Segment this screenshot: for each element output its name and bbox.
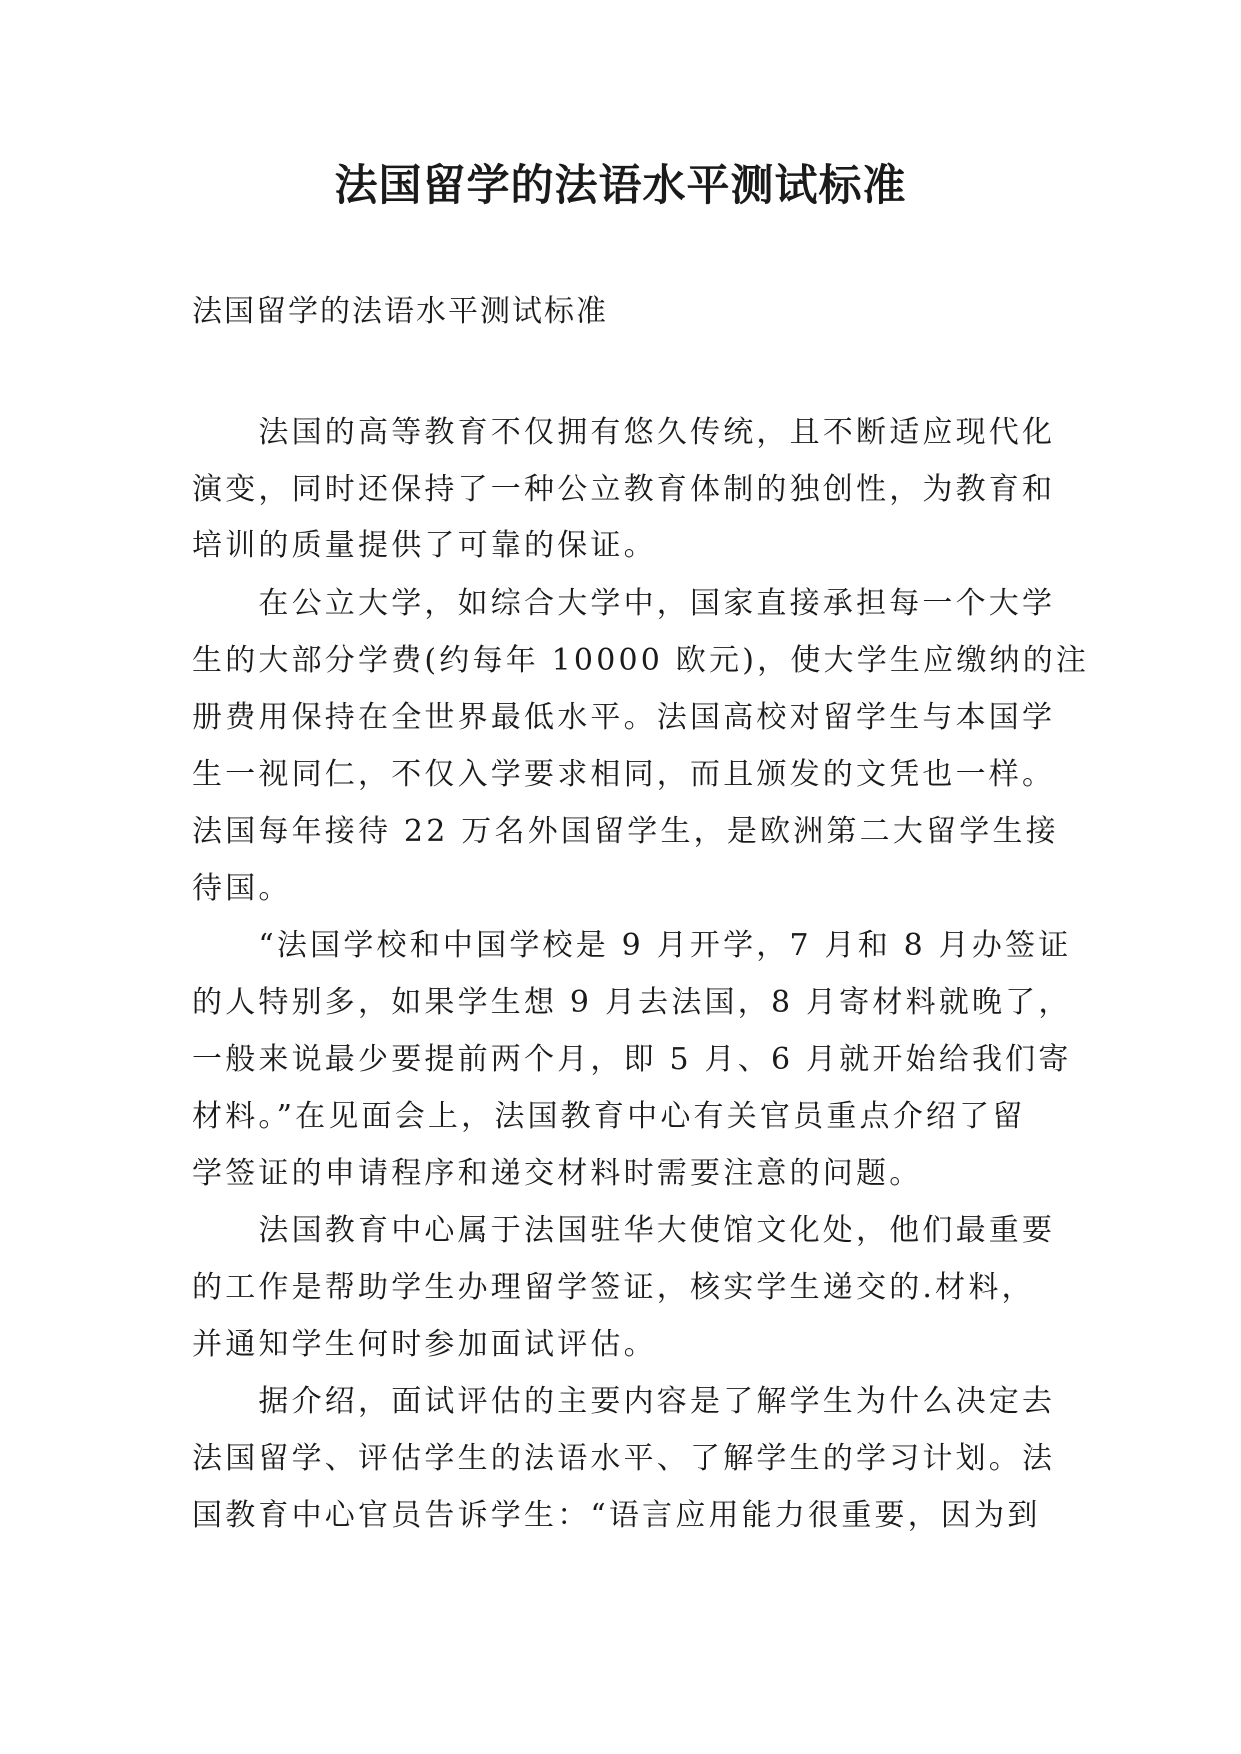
body-line: 一般来说最少要提前两个月，即 5 月、6 月就开始给我们寄 bbox=[192, 1042, 1072, 1077]
body-line: 法国留学、评估学生的法语水平、了解学生的学习计划。法 bbox=[192, 1441, 1056, 1476]
body-line: 法国的高等教育不仅拥有悠久传统，且不断适应现代化 bbox=[192, 415, 1056, 450]
body-line: 待国。 bbox=[192, 871, 292, 906]
body-line: 并通知学生何时参加面试评估。 bbox=[192, 1327, 657, 1362]
body-line: 据介绍，面试评估的主要内容是了解学生为什么决定去 bbox=[192, 1384, 1056, 1419]
body-line: 国教育中心官员告诉学生：“语言应用能力很重要，因为到 bbox=[192, 1498, 1041, 1533]
body-line: 册费用保持在全世界最低水平。法国高校对留学生与本国学 bbox=[192, 700, 1056, 735]
body-line: 法国每年接待 22 万名外国留学生，是欧洲第二大留学生接 bbox=[192, 814, 1059, 849]
body-line: “法国学校和中国学校是 9 月开学，7 月和 8 月办签证 bbox=[192, 928, 1072, 963]
body-line: 的工作是帮助学生办理留学签证，核实学生递交的.材料， bbox=[192, 1270, 1035, 1305]
body-line: 培训的质量提供了可靠的保证。 bbox=[192, 528, 657, 563]
body-line: 法国教育中心属于法国驻华大使馆文化处，他们最重要 bbox=[192, 1213, 1056, 1248]
body-line: 演变，同时还保持了一种公立教育体制的独创性，为教育和 bbox=[192, 472, 1056, 507]
body-line: 生一视同仁，不仅入学要求相同，而且颁发的文凭也一样。 bbox=[192, 757, 1056, 792]
body-line: 学签证的申请程序和递交材料时需要注意的问题。 bbox=[192, 1156, 923, 1191]
document-subtitle: 法国留学的法语水平测试标准 bbox=[192, 294, 608, 329]
document-title: 法国留学的法语水平测试标准 bbox=[334, 161, 907, 211]
body-line: 生的大部分学费(约每年 10000 欧元)，使大学生应缴纳的注 bbox=[192, 643, 1090, 678]
body-line: 的人特别多，如果学生想 9 月去法国，8 月寄材料就晚了， bbox=[192, 985, 1072, 1020]
body-line: 在公立大学，如综合大学中，国家直接承担每一个大学 bbox=[192, 586, 1056, 621]
body-line: 材料。”在见面会上，法国教育中心有关官员重点介绍了留 bbox=[192, 1099, 1026, 1134]
